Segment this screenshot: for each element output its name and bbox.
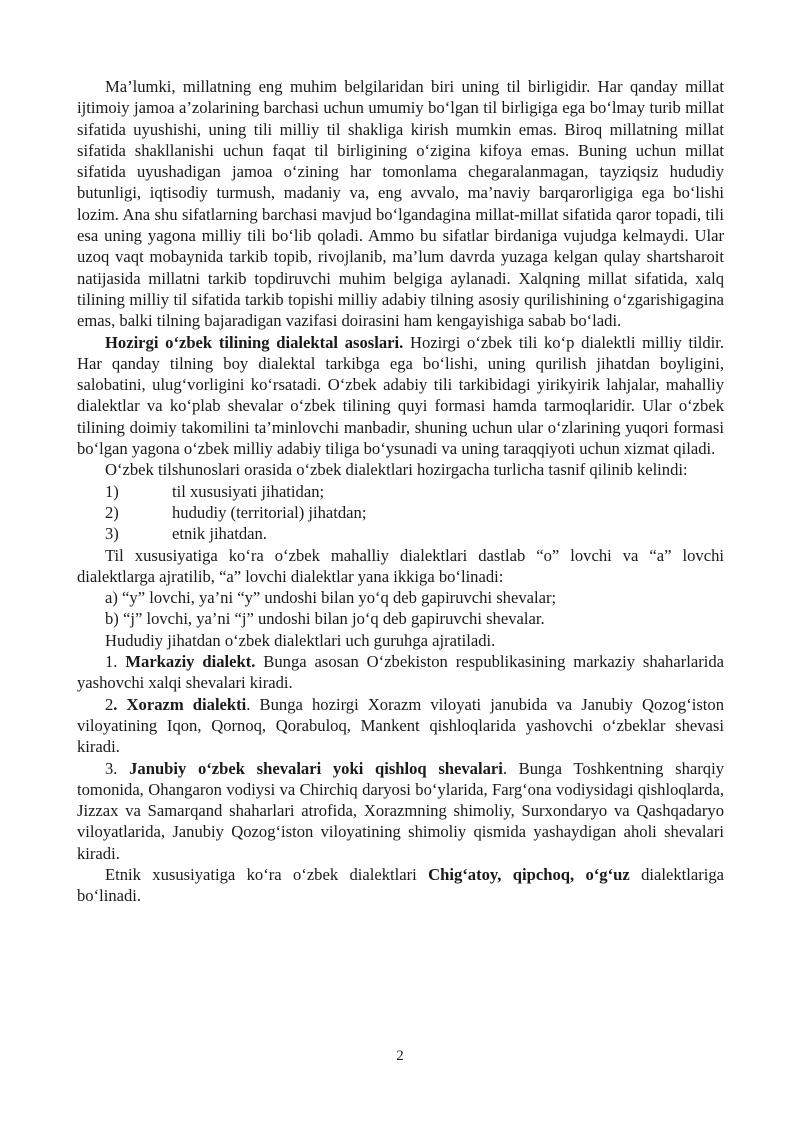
list-item (77, 481, 724, 502)
dialect-name: . Xorazm dialekti (113, 694, 247, 714)
paragraph-text: . Bunga Toshkentning sharqiy tomonida, Ohangaron vodiysi va Chirchiq daryosi bo‘ylarida, Farg‘ona vodiysidagi qishloqlarda, Jizzax va Samarqand shaharlari atrofida, Xorazmning shimoliy, Surxondaryo va Qashqadaryo viloyatlarida, Janubiy Qozog‘iston viloyatining shimoliy qismida yashaydigan aholi shevalari kiradi. (77, 758, 724, 863)
paragraph-text: . Bunga hozirgi Xorazm viloyati janubida va Janubiy Qozog‘iston viloyatining Iqon, Qornoq, Qorabuloq, Mankent qishloqlarida yashovchi o‘zbeklar shevasi kiradi. (77, 694, 724, 757)
paragraph-language-features: Til xususiyatiga ko‘ra o‘zbek mahalliy dialektlari dastlab “o” lovchi va “a” lovchi dialektlarga ajratilib, “a” lovchi dialektlar yana ikkiga bo‘linadi: (77, 545, 724, 586)
paragraph-dialectal-basis (77, 332, 724, 460)
list-number: 3) (105, 524, 119, 544)
paragraph-classification: O‘zbek tilshunoslari orasida o‘zbek dialektlari hozirgacha turlicha tasnif qilinib kelindi: (105, 460, 688, 480)
list-text: etnik jihatdan. (172, 524, 267, 544)
item-number: 2 (105, 694, 114, 714)
dialect-names: Chig‘atoy, qipchoq, o‘g‘uz (428, 864, 630, 884)
list-item (77, 523, 724, 544)
section-heading: Hozirgi o‘zbek tilining dialektal asoslari. (105, 332, 404, 352)
paragraph-y-dialects: a) “y” lovchi, ya’ni “y” undoshi bilan yo‘q deb gapiruvchi shevalar; (105, 588, 557, 608)
paragraph-text: dialektlariga bo‘linadi. (77, 864, 725, 906)
paragraph-khorezm-dialect (77, 694, 724, 758)
page-number: 2 (396, 1048, 404, 1064)
list-text: til xususiyati jihatidan; (172, 481, 325, 501)
paragraph-central-dialect (77, 651, 724, 694)
paragraph-text: Hozirgi o‘zbek tili ko‘p dialektli milliy tildir. Har qanday tilning boy dialektal tarkibga ega bo‘lishi, uning qurilish jihatdan boyligini, salobatini, ulug‘vorligini ko‘rsatadi. O‘zbek adabiy tili tarkibidagi yirikyirik lahjalar, mahalliy dialektlar va ko‘plab shevalar o‘zbek tilining quyi formasi hamda tarmoqlaridir. Ular o‘zbek tilining doimiy takomilini ta’minlovchi manbadir, shuning uchun ular o‘zlarining yuqori formasi bo‘lgan yagona o‘zbek milliy adabiy tiliga bo‘ysunadi va uning taraqqiyoti uchun xizmat qiladi. (77, 332, 725, 459)
list-text: hududiy (territorial) jihatdan; (172, 502, 367, 522)
item-number: 3. (105, 758, 130, 778)
list-number: 1) (105, 481, 119, 501)
paragraph-ethnic (77, 864, 724, 907)
list-number: 2) (105, 502, 119, 522)
paragraph-southern-dialect (77, 758, 724, 864)
paragraph-text: Etnik xususiyatiga ko‘ra o‘zbek dialektlari (105, 864, 429, 884)
paragraph-intro: Ma’lumki, millatning eng muhim belgilaridan biri uning til birligidir. Har qanday millat ijtimoiy jamoa a’zolarining barchasi uchun umumiy bo‘lgan til birligiga ega bo‘lmay turib millat sifatida uyushishi, uning tili milliy til shakliga kirish mumkin emas. Biroq millatning millat sifatida shakllanishi uchun faqat til birligining o‘zigina kifoya emas. Buning uchun millat sifatida uyushadigan jamoa o‘zining har tomonlama chegaralanmagan, tayziqsiz hududiy butunligi, iqtisodiy turmush, madaniy va, eng avvalo, ma’naviy barqarorligiga ega bo‘lishi lozim. Ana shu sifatlarning barchasi mavjud bo‘lgandagina millat-millat sifatida qaror topadi, tili esa uning yagona milliy tili bo‘lib qoladi. Ammo bu sifatlar birdaniga vujudga kelmaydi. Ular uzoq vaqt mobaynida tarkib topib, rivojlanib, ma’lum davrda yuzaga kelgan qulay shartsharoit natijasida millatni tarkib topdiruvchi muhim belgiga aylanadi. Xalqning millat sifatida, xalq tilining milliy til sifatida tarkib topishi milliy adabiy tilning asosiy qurilishining o‘zgarishigagina emas, balki tilning bajaradigan vazifasi doirasini ham kengayishiga sabab bo‘ladi. (77, 77, 724, 331)
classification-list (77, 481, 724, 545)
paragraph-territorial: Hududiy jihatdan o‘zbek dialektlari uch guruhga ajratiladi. (105, 630, 496, 650)
paragraph-j-dialects: b) “j” lovchi, ya’ni “j” undoshi bilan jo‘q deb gapiruvchi shevalar. (105, 609, 545, 629)
dialect-name: Markaziy dialekt. (125, 652, 256, 672)
list-item (77, 502, 724, 523)
dialect-name: Janubiy o‘zbek shevalari yoki qishloq shevalari (129, 758, 503, 778)
item-number: 1. (105, 652, 126, 672)
paragraph-text: Bunga asosan O‘zbekiston respublikasining markaziy shaharlarida yashovchi xalqi shevalari kiradi. (77, 652, 725, 693)
